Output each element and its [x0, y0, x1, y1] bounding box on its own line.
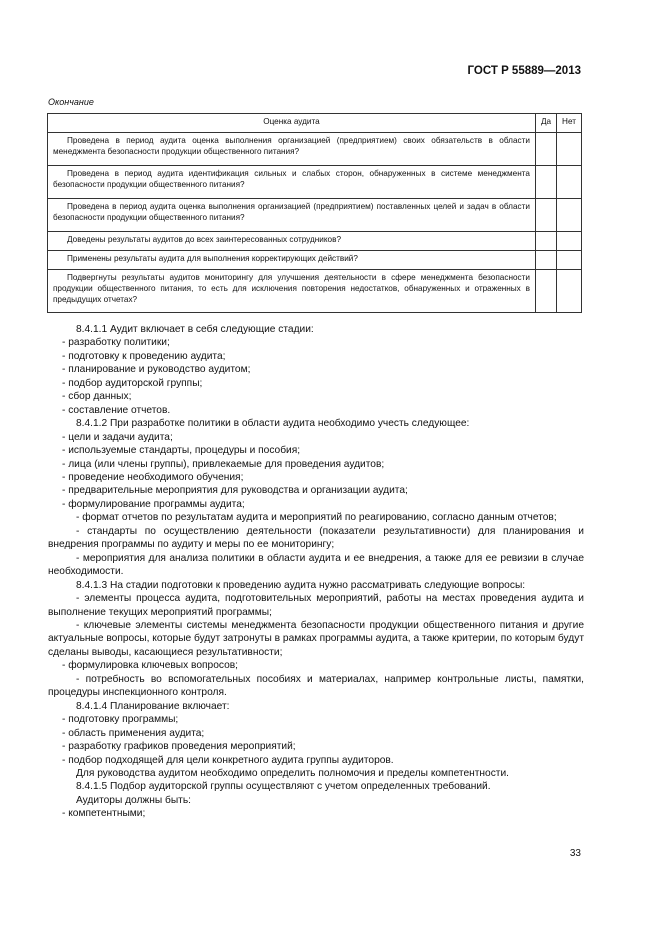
- column-header-no: Нет: [557, 114, 582, 133]
- paragraph: Для руководства аудитом необходимо определить полномочия и пределы компетентности.: [76, 767, 509, 779]
- list-item: - формулирование программы аудита;: [62, 498, 245, 510]
- question-cell: Проведена в период аудита оценка выполнения организацией (предприятием) своих обязательств в области менеджмента безопасности продукции общественного питания?: [48, 133, 536, 166]
- clause-8-4-1-2: 8.4.1.2 При разработке политики в области аудита необходимо учесть следующее:: [76, 418, 470, 430]
- no-cell: [557, 199, 582, 232]
- clause-8-4-1-5: 8.4.1.5 Подбор аудиторской группы осуществляют с учетом определенных требований.: [76, 781, 491, 793]
- yes-cell: [535, 133, 556, 166]
- list-item: - сбор данных;: [62, 391, 132, 403]
- clause-8-4-1-4: 8.4.1.4 Планирование включает:: [76, 700, 230, 712]
- no-cell: [557, 232, 582, 251]
- list-item: - предварительные мероприятия для руководства и организации аудита;: [62, 485, 408, 497]
- standard-designation: ГОСТ Р 55889—2013: [467, 65, 581, 77]
- question-cell: Доведены результаты аудитов до всех заинтересованных сотрудников?: [48, 232, 536, 251]
- body-text: [48, 323, 584, 821]
- question-cell: Проведена в период аудита идентификация сильных и слабых сторон, обнаруженных в системе менеджмента безопасности продукции общественного питания?: [48, 166, 536, 199]
- list-item: - мероприятия для анализа политики в области аудита и ее внедрения, а также для ее ревизии в случае необходимости.: [48, 552, 584, 578]
- table-caption: Окончание: [48, 97, 94, 107]
- list-item: - разработку графиков проведения мероприятий;: [62, 741, 296, 753]
- list-item: - лица (или члены группы), привлекаемые для проведения аудитов;: [62, 458, 385, 470]
- list-item: - планирование и руководство аудитом;: [62, 364, 251, 376]
- list-item: - формат отчетов по результатам аудита и мероприятий по реагированию, согласно данным отчетов;: [76, 512, 557, 524]
- table-row: [48, 166, 582, 199]
- column-header-evaluation: Оценка аудита: [48, 114, 536, 133]
- list-item: - разработку политики;: [62, 337, 170, 349]
- table-row: [48, 133, 582, 166]
- list-item: - проведение необходимого обучения;: [62, 471, 244, 483]
- table-header-row: [48, 114, 582, 133]
- table-row: [48, 232, 582, 251]
- no-cell: [557, 270, 582, 313]
- paragraph: Аудиторы должны быть:: [76, 794, 191, 806]
- yes-cell: [535, 232, 556, 251]
- yes-cell: [535, 270, 556, 313]
- no-cell: [557, 166, 582, 199]
- no-cell: [557, 133, 582, 166]
- question-cell: Подвергнуты результаты аудитов мониторингу для улучшения деятельности в сфере менеджмента безопасности продукции общественного питания, то есть для исключения повторения недостатков, обнаруженных и отраженных в предыдущих отчетах?: [48, 270, 536, 313]
- table-row: [48, 270, 582, 313]
- no-cell: [557, 251, 582, 270]
- clause-8-4-1-3: 8.4.1.3 На стадии подготовки к проведению аудита нужно рассматривать следующие вопросы:: [76, 579, 526, 591]
- list-item: - область применения аудита;: [62, 727, 205, 739]
- list-item: - составление отчетов.: [62, 404, 171, 416]
- question-cell: Проведена в период аудита оценка выполнения организацией (предприятием) поставленных целей и задач в области безопасности продукции общественного питания?: [48, 199, 536, 232]
- list-item: - стандарты по осуществлению деятельности (показатели результативности) для планирования и внедрения программы по аудиту и меры по ее мониторингу;: [48, 525, 584, 551]
- clause-8-4-1-1: 8.4.1.1 Аудит включает в себя следующие стадии:: [76, 324, 314, 335]
- page-number: 33: [569, 848, 581, 859]
- list-item: - формулировка ключевых вопросов;: [62, 660, 238, 672]
- list-item: - потребность во вспомогательных пособиях и материалах, например контрольные листы, памятки, процедуры инспекционного контроля.: [48, 673, 584, 699]
- list-item: - ключевые элементы системы менеджмента безопасности продукции общественного питания и другие актуальные вопросы, которые будут затронуты в рамках программы аудита, а также критерии, по которым будут сделаны выводы, касающиеся результативности;: [48, 619, 584, 658]
- column-header-yes: Да: [535, 114, 556, 133]
- question-cell: Применены результаты аудита для выполнения корректирующих действий?: [48, 251, 536, 270]
- table-row: [48, 251, 582, 270]
- yes-cell: [535, 199, 556, 232]
- yes-cell: [535, 166, 556, 199]
- table-row: [48, 199, 582, 232]
- yes-cell: [535, 251, 556, 270]
- list-item: - подбор аудиторской группы;: [62, 377, 203, 389]
- list-item: - цели и задачи аудита;: [62, 431, 173, 443]
- list-item: - подготовку программы;: [62, 714, 179, 726]
- list-item: - используемые стандарты, процедуры и пособия;: [62, 445, 301, 457]
- list-item: - подготовку к проведению аудита;: [62, 350, 226, 362]
- list-item: - компетентными;: [62, 808, 146, 820]
- audit-evaluation-table: [47, 113, 582, 313]
- list-item: - подбор подходящей для цели конкретного аудита группы аудиторов.: [62, 754, 394, 766]
- list-item: - элементы процесса аудита, подготовительных мероприятий, работы на местах проведения аудита и выполнение текущих мероприятий программы;: [48, 593, 584, 618]
